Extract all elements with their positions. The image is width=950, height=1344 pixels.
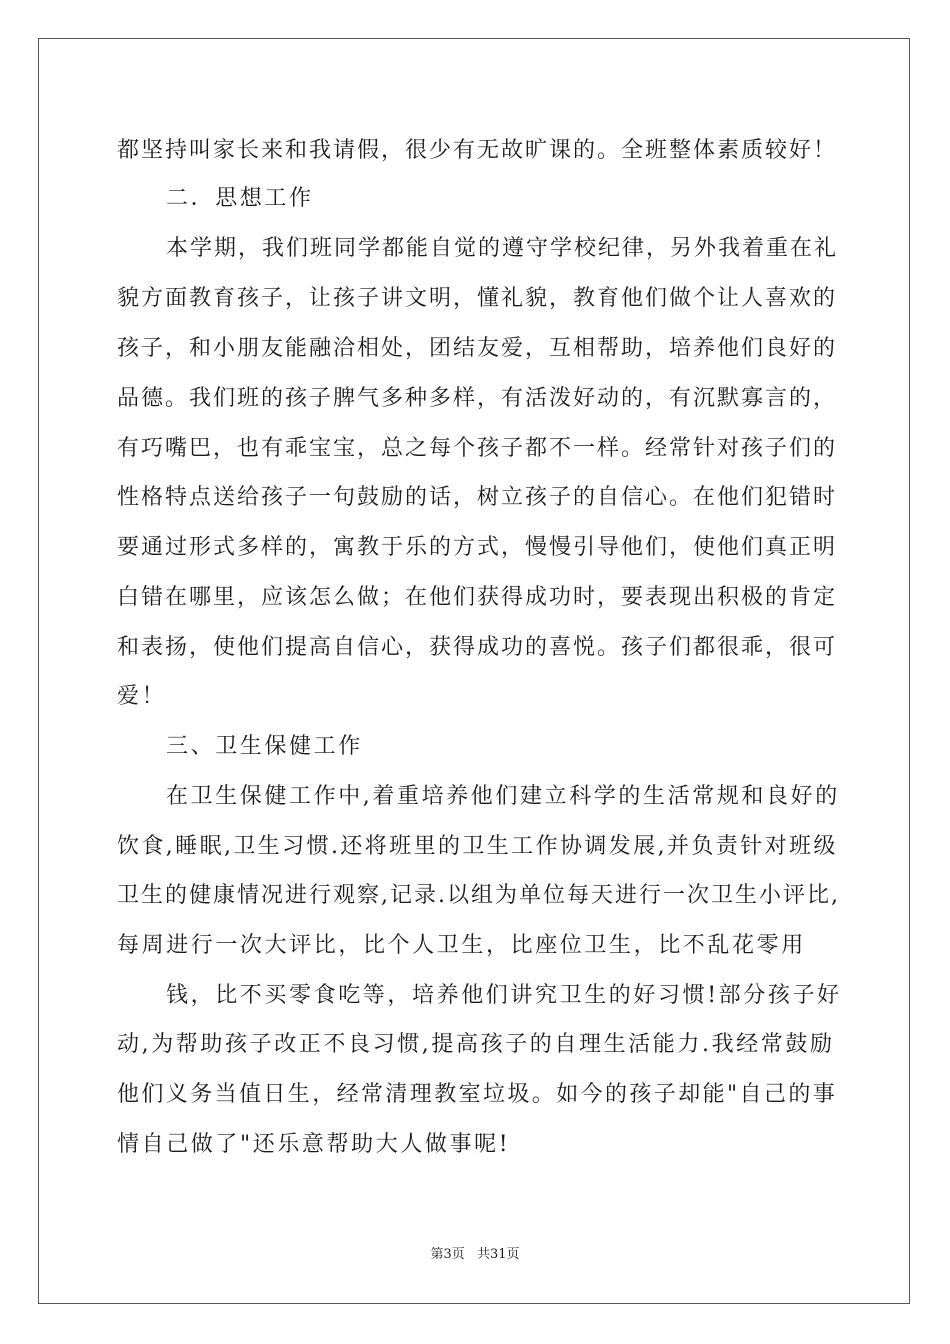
body-line: 和表扬，使他们提高自信心，获得成功的喜悦。孩子们都很乖，很可 [117,635,838,660]
body-line: 饮食,睡眠,卫生习惯.还将班里的卫生工作协调发展,并负责针对班级 [117,834,838,859]
body-line: 钱，比不买零食吃等，培养他们讲究卫生的好习惯!部分孩子好 [166,983,842,1008]
page-number: 第3页 [430,1247,465,1262]
body-line: 都坚持叫家长来和我请假，很少有无故旷课的。全班整体素质较好！ [117,138,838,163]
body-line: 卫生的健康情况进行观察,记录.以组为单位每天进行一次卫生小评比, [117,883,840,908]
section-heading-2: 二．思想工作 [166,186,314,211]
page-total: 共31页 [476,1247,520,1262]
body-line: 白错在哪里，应该怎么做；在他们获得成功时，要表现出积极的肯定 [117,585,838,610]
body-line: 要通过形式多样的，寓教于乐的方式，慢慢引导他们，使他们真正明 [117,535,838,560]
body-line: 貌方面教育孩子，让孩子讲文明，懂礼貌，教育他们做个让人喜欢的 [117,286,838,311]
body-line: 性格特点送给孩子一句鼓励的话，树立孩子的自信心。在他们犯错时 [117,485,838,510]
body-line: 本学期，我们班同学都能自觉的遵守学校纪律，另外我着重在礼 [166,236,839,261]
body-line: 爱！ [117,684,167,709]
body-line: 有巧嘴巴，也有乖宝宝，总之每个孩子都不一样。经常针对孩子们的 [117,436,838,461]
body-line: 孩子，和小朋友能融洽相处，团结友爱，互相帮助，培养他们良好的 [117,336,838,361]
page-footer [0,1246,950,1264]
page-border [38,38,910,1304]
section-heading-3: 三、卫生保健工作 [166,734,363,759]
body-line: 情自己做了"还乐意帮助大人做事呢! [117,1132,511,1157]
body-line: 动,为帮助孩子改正不良习惯,提高孩子的自理生活能力.我经常鼓励 [117,1032,835,1057]
body-line: 他们义务当值日生，经常清理教室垃圾。如今的孩子却能"自己的事 [117,1082,838,1107]
body-line: 每周进行一次大评比，比个人卫生，比座位卫生，比不乱花零用 [117,933,806,958]
body-line: 品德。我们班的孩子脾气多种多样，有活泼好动的，有沉默寡言的， [117,386,838,411]
body-line: 在卫生保健工作中,着重培养他们建立科学的生活常规和良好的 [166,784,840,809]
